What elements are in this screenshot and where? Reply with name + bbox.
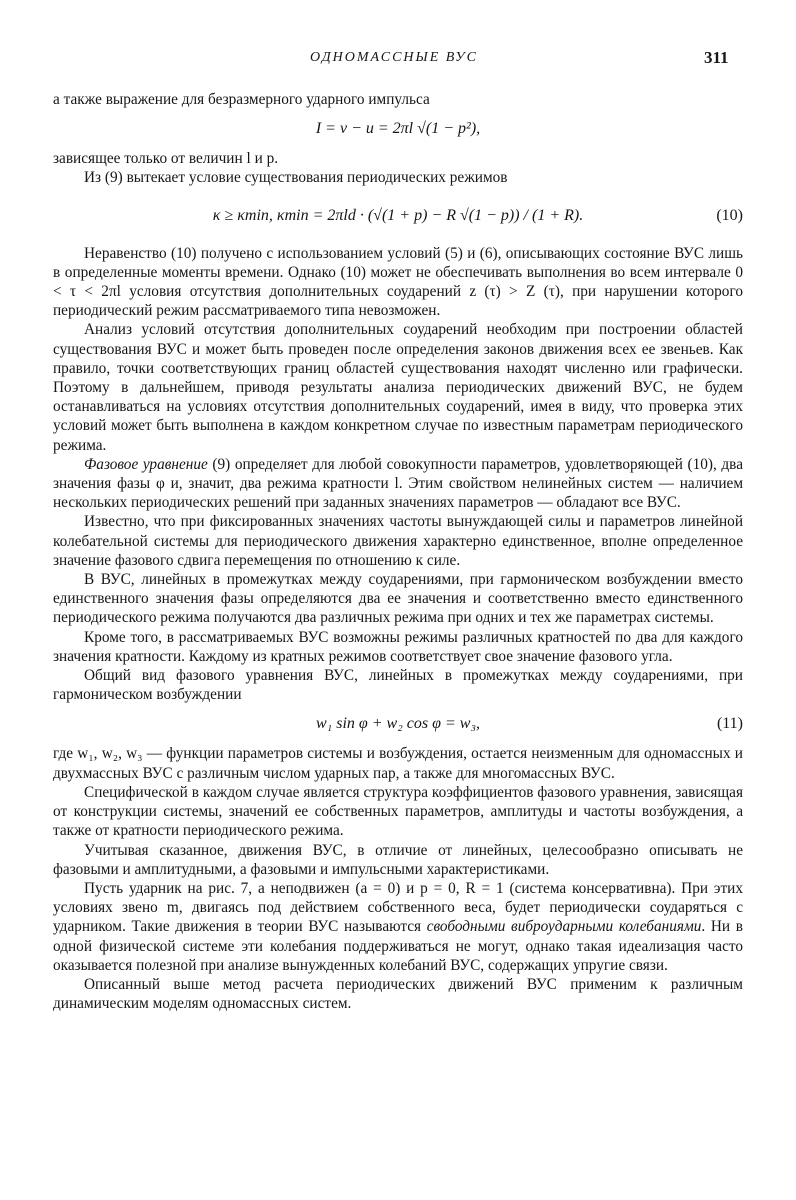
term-phase-equation: Фазовое уравнение [84, 455, 208, 473]
paragraph-known-linear: Известно, что при фиксированных значениях частоты вынуждающей силы и параметров линейной колебательной системы для периодического движения характерно единственное, вполне определенное значение фазового сдвига перемещения по отношению к силе. [53, 513, 743, 569]
paragraph-inequality: Неравенство (10) получено с использованием условий (5) и (6), описывающих состояние ВУС лишь в определенные моменты времени. Однако (10) может не обеспечивать выполнения во всем интервале 0 < τ < 2πl условия отсутствия дополнительных соударений z (τ) > Z (τ), при нарушении которого периодический режим рассматриваемого типа невозможен. [53, 244, 743, 320]
page-body [53, 90, 743, 1013]
paragraph-method: Описанный выше метод расчета периодических движений ВУС применим к различным динамическим моделям одномассных систем. [53, 975, 743, 1013]
paragraph-analysis: Анализ условий отсутствия дополнительных соударений необходим при построении областей существования ВУС и может быть проведен после определения законов движения всех ее звеньев. Как правило, точки соответствующих границ областей существования находят численно или графически. Поэтому в дальнейшем, приводя результаты анализа периодических движений ВУС, не будем останавливаться на условиях отсутствия дополнительных соударений, имея в виду, что проверка этих условий может быть выполнена в каждом конкретном случае по известным параметрам периодического режима. [53, 321, 743, 454]
formula-phase-text: w₁ sin φ + w₂ cos φ = w₃, [316, 715, 480, 733]
paragraph-impulse-intro: а также выражение для безразмерного ударного импульса [53, 91, 430, 108]
paragraph-free-vibrations [53, 879, 743, 975]
formula-existence-text: κ ≥ κmin, κmin = 2πld · (√(1 + p) − R √(1 − p)) / (1 + R). [212, 206, 584, 224]
paragraph-characteristics: Учитывая сказанное, движения ВУС, в отличие от линейных, целесообразно описывать не фазовыми и амплитудными, а фазовыми и импульсными характеристиками. [53, 841, 743, 878]
paragraph-dependence: зависящее только от величин l и p. [53, 150, 279, 168]
paragraph-phase-equation [53, 455, 743, 513]
paragraph-existence-intro: Из (9) вытекает условие существования периодических режимов [84, 169, 508, 187]
paragraph-phase-equation-rest: (9) определяет для любой совокупности параметров, удовлетворяющей (10), два значения фазы φ и, значит, два режима кратности l. Этим свойством нелинейных систем — наличием нескольких периодических решений при заданных значениях параметров — обладают все ВУС. [53, 455, 743, 512]
paragraph-free-vibrations-before: Пусть ударник на рис. 7, a неподвижен (a = 0) и p = 0, R = 1 (система консервативна). При этих условиях звено m, двигаясь под действием собственного веса, будет периодически соударяться с ударником. Такие движения в теории ВУС называются [53, 879, 743, 936]
paragraph-two-phases: В ВУС, линейных в промежутках между соударениями, при гармоническом возбуждении вместо единственного значения фазы определяются два ее значения и соответственно вместо единственного периодического режима получаются два различных режима при одних и тех же параметрах системы. [53, 571, 743, 627]
paragraph-multiplicity: Кроме того, в рассматриваемых ВУС возможны режимы различных кратностей по два для каждого значения кратности. Каждому из кратных режимов соответствует свое значение фазового угла. [53, 628, 743, 665]
page-header [0, 48, 796, 74]
formula-number-10: (10) [716, 206, 743, 224]
running-title: ОДНОМАССНЫЕ ВУС [310, 50, 478, 65]
formula-phase [53, 704, 743, 744]
paragraph-free-vibrations-after: . Ни в одной физической системе эти колебания поддерживаться не могут, однако такая идеализация часто оказывается полезной при анализе вынужденных колебаний ВУС, содержащих упругие связи. [53, 918, 743, 974]
formula-existence [53, 188, 743, 244]
page-number: 311 [704, 48, 729, 67]
paragraph-structure: Специфической в каждом случае является структура коэффициентов фазового уравнения, зависящая от конструкции системы, значений ее собственных параметров, амплитуды и частоты возбуждения, а также от кратности периодического режима. [53, 783, 743, 840]
formula-number-11: (11) [716, 715, 743, 733]
paragraph-coefficients: где w₁, w₂, w₃ — функции параметров системы и возбуждения, остается неизменным для одномассных и двухмассных ВУС с различным числом ударных пар, а также для многомассных ВУС. [53, 745, 743, 782]
paragraph-general-form: Общий вид фазового уравнения ВУС, линейных в промежутках между соударениями, при гармоническом возбуждении [53, 667, 743, 704]
term-free-vibrations: свободными виброударными колебаниями [426, 918, 702, 936]
formula-impulse [53, 109, 743, 149]
formula-impulse-text: I = v − u = 2πl √(1 − p²), [315, 120, 481, 138]
